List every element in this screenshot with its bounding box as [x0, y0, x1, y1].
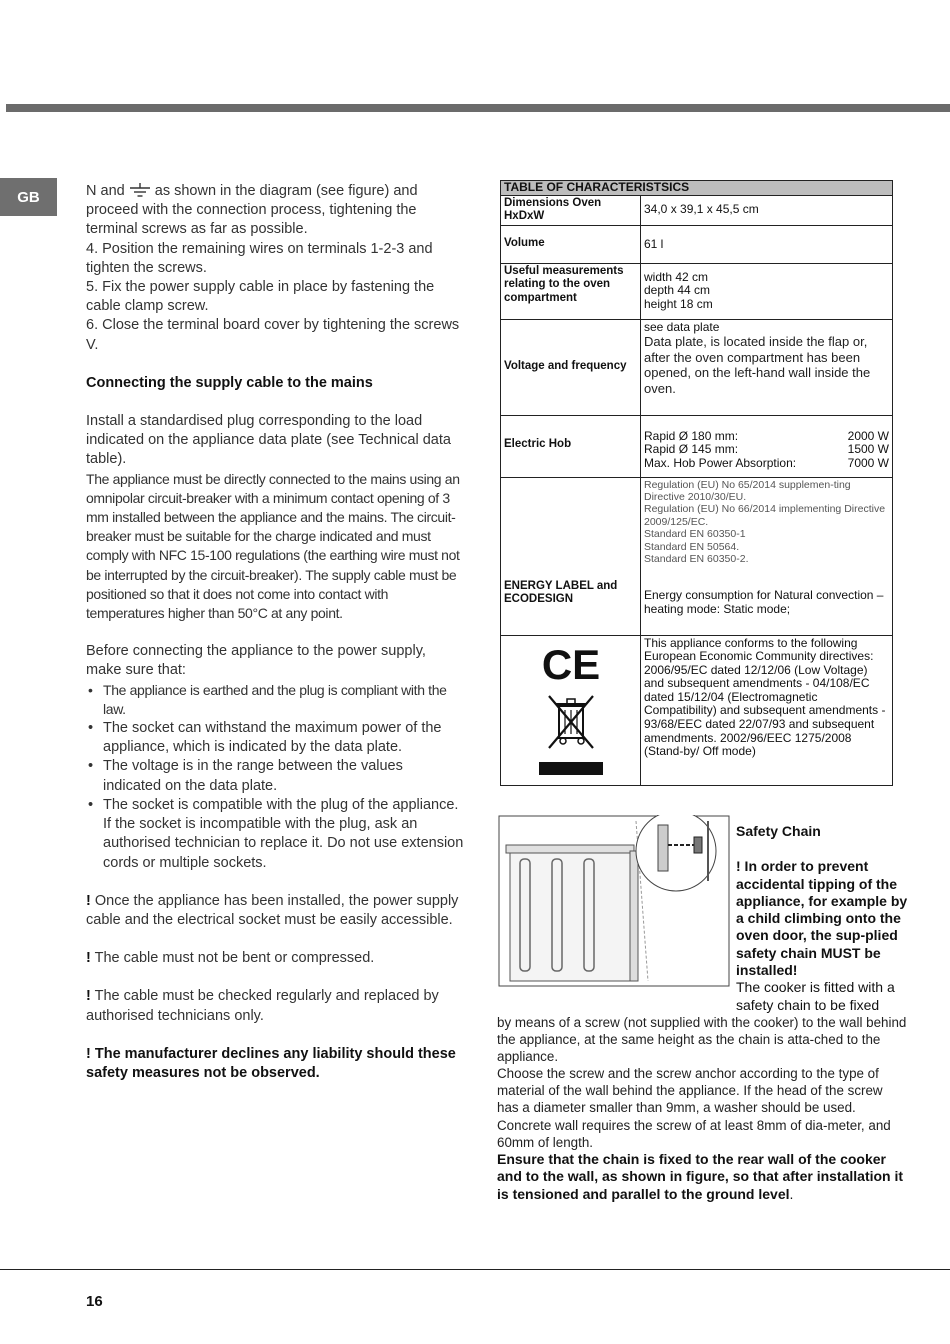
note-liability — [86, 1045, 464, 1083]
language-tab: GB — [0, 178, 57, 216]
earth-ground-icon — [129, 183, 151, 197]
safety-chain-heading: Safety Chain — [736, 823, 821, 839]
note-text: The cable must not be bent or compressed. — [94, 950, 375, 967]
note-text: Once the appliance has been installed, the power supply cable and the electrical socket must be easily accessible. — [86, 892, 459, 928]
crossed-bin-icon — [504, 692, 637, 758]
safety-ensure-text: Ensure that the chain is fixed to the rear wall of the cooker and to the wall, as shown in figure, so that after installation it is tensioned and parallel to the ground level — [497, 1150, 904, 1202]
safety-ensure-period: . — [789, 1185, 794, 1202]
energy-consumption: Energy consumption for Natural convection – heating mode: Static mode; — [644, 588, 884, 616]
checklist-item: • The socket is compatible with the plug of the appliance. If the socket is incompatible with the plug, ask an authorised technician to replace it. Do not use extension cords or multiple sockets. — [86, 796, 464, 873]
note-accessible — [86, 892, 464, 930]
hob-name: Rapid Ø 145 mm: — [644, 442, 739, 456]
safety-fitted-end: by means of a screw (not supplied with the cooker) to the wall behind the appliance, at the same height as the chain is atta-ched to the appliance. — [497, 1015, 907, 1065]
energy-reg: Regulation (EU) No 65/2014 supplemen-ting Directive 2010/30/EU. — [644, 478, 851, 503]
hob-power: 7000 W — [847, 455, 889, 470]
hob-row — [644, 457, 889, 471]
safety-chain-body — [497, 1014, 907, 1203]
volume-value: 61 l — [641, 225, 893, 263]
checklist-item: • The socket can withstand the maximum power of the appliance, which is indicated by the data plate. — [86, 719, 464, 757]
heading-connecting-mains: Connecting the supply cable to the mains — [86, 374, 373, 391]
useful-height: height 18 cm — [644, 296, 713, 311]
intro-paragraph — [86, 182, 464, 240]
exclamation-mark: ! — [86, 988, 91, 1005]
hob-value — [641, 415, 893, 477]
voltage-line-1: see data plate — [644, 319, 720, 334]
top-grey-bar — [6, 104, 950, 112]
compliance-marks — [501, 635, 641, 785]
before-connecting-paragraph: Before connecting the appliance to the power supply, make sure that: — [86, 643, 426, 679]
ce-mark-icon — [504, 641, 637, 689]
hob-row — [644, 430, 889, 444]
energy-reg: Standard EN 50564. — [644, 540, 740, 553]
useful-depth: depth 44 cm — [644, 283, 711, 298]
voltage-label: Voltage and frequency — [501, 319, 641, 415]
hob-name: Max. Hob Power Absorption: — [644, 455, 797, 470]
black-bar — [539, 762, 603, 775]
left-column — [86, 182, 464, 1083]
circuit-breaker-paragraph: The appliance must be directly connected to the mains using an omnipolar circuit-breaker with a minimum contact opening of 3 mm installed between the appliance and the mains. The circuit-breaker must be suitable for the charge indicated and must comply with NFC 15-100 regulations (the earthing wire must not be interrupted by the circuit-breaker). The supply cable must be positioned so that it does not come into contact with temperatures higher than 50°C at any point. — [86, 470, 460, 622]
volume-label: Volume — [501, 225, 641, 263]
intro-text-end: as shown in the diagram (see figure) and proceed with the connection process, tightening the terminal screws as far as possible. — [86, 183, 418, 238]
checklist-item: • The voltage is in the range between the values indicated on the data plate. — [86, 757, 464, 795]
energy-label: ENERGY LABEL and ECODESIGN — [501, 477, 641, 635]
safety-fitted-start: The cooker is fitted with a safety chain to be fixed — [736, 979, 895, 1013]
note-text: The manufacturer declines any liability should these safety measures not be observed. — [86, 1045, 456, 1081]
note-checked — [86, 987, 464, 1025]
dimensions-value: 34,0 x 39,1 x 45,5 cm — [641, 195, 893, 225]
note-text: The cable must be checked regularly and replaced by authorised technicians only. — [86, 988, 439, 1024]
safety-chain-figure — [498, 815, 730, 987]
voltage-value — [641, 319, 893, 415]
voltage-line-2: Data plate, is located inside the flap or, after the oven compartment has been opened, on the left-hand wall inside the oven. — [644, 334, 871, 396]
intro-text-start: N and — [86, 183, 125, 199]
hob-power: 2000 W — [847, 428, 889, 443]
conformity-text: This appliance conforms to the following European Economic Community directives: 2006/95/EC dated 12/12/06 (Low Voltage) and subsequent amendments - 04/108/EC dated 15/12/04 (Electromagnetic Compatibility) and subsequent amendments - 93/68/EEC dated 22/07/93 and subsequent amendments. 2002/96/EEC 1275/2008 (Stand-by/ Off mode) — [641, 635, 893, 785]
energy-reg: Standard EN 60350-2. — [644, 552, 749, 565]
step-5: 5. Fix the power supply cable in place by fastening the cable clamp screw. — [86, 279, 435, 315]
energy-value — [641, 477, 893, 635]
ce-mark-text: CE — [541, 640, 600, 685]
exclamation-mark: ! — [86, 892, 91, 909]
useful-value — [641, 263, 893, 319]
step-4: 4. Position the remaining wires on terminals 1-2-3 and tighten the screws. — [86, 240, 433, 276]
safety-screw-choice: Choose the screw and the screw anchor according to the type of material of the wall behind the appliance. If the head of the screw has a diameter smaller than 9mm, a washer should be used. Concrete wall requires the screw of at least 8mm of dia-meter, and 60mm of length. — [497, 1066, 891, 1150]
hob-row — [644, 443, 889, 457]
exclamation-mark: ! — [86, 1045, 91, 1062]
useful-width: width 42 cm — [644, 269, 709, 284]
note-bent — [86, 949, 464, 968]
dimensions-label: Dimensions Oven HxDxW — [501, 195, 641, 225]
footer-rule — [0, 1269, 950, 1270]
step-6: 6. Close the terminal board cover by tightening the screws V. — [86, 317, 460, 353]
table-title: TABLE OF CHARACTERISTSICS — [501, 181, 893, 196]
exclamation-mark: ! — [86, 950, 91, 967]
checklist — [86, 681, 464, 873]
hob-label: Electric Hob — [501, 415, 641, 477]
energy-reg: Standard EN 60350-1 — [644, 528, 746, 541]
hob-name: Rapid Ø 180 mm: — [644, 428, 739, 443]
safety-ensure — [497, 1151, 907, 1204]
page-number: 16 — [86, 1293, 103, 1310]
checklist-item: • The appliance is earthed and the plug is compliant with the law. — [86, 681, 464, 719]
safety-chain-side-text — [736, 823, 908, 1014]
useful-label: Useful measurements relating to the oven compartment — [501, 263, 641, 319]
hob-power: 1500 W — [847, 442, 889, 456]
characteristics-table — [500, 180, 893, 786]
safety-warning: ! In order to prevent accidental tipping of the appliance, for example by a child climbing onto the oven door, the sup-plied safety chain MUST be installed! — [736, 858, 908, 979]
plug-paragraph: Install a standardised plug corresponding to the load indicated on the appliance data plate (see Technical data table). — [86, 413, 451, 468]
energy-reg: Regulation (EU) No 66/2014 implementing Directive 2009/125/EC. — [644, 503, 886, 528]
